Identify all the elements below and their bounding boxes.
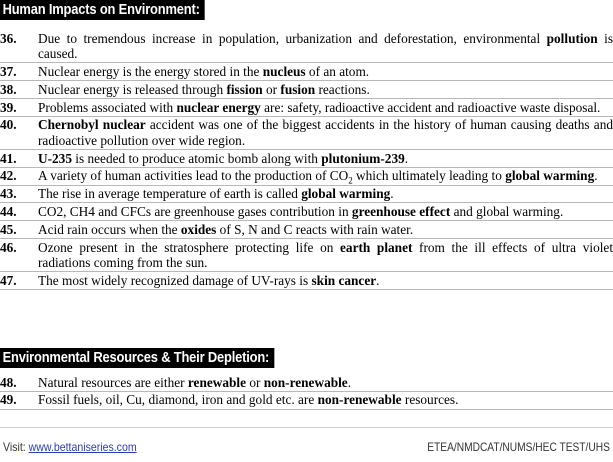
list-item <box>0 185 613 203</box>
bold-term: fission <box>226 81 263 97</box>
item-number: 46. <box>0 239 38 272</box>
bold-term: skin cancer <box>311 272 377 288</box>
website-link[interactable]: www.bettaniseries.com <box>28 440 137 454</box>
text-run: is needed to produce atomic bomb along with <box>71 150 322 166</box>
text-run: Natural resources are either <box>38 374 188 390</box>
footer-visit-label: Visit: <box>3 440 26 454</box>
bold-term: plutonium-239 <box>321 150 405 166</box>
text-run: of S, N and C reacts with rain water. <box>216 221 414 237</box>
text-run: Nuclear energy is released through <box>38 81 227 97</box>
text-run: Nuclear energy is the energy stored in the <box>38 63 263 79</box>
bold-term: global warming <box>301 186 391 202</box>
item-number: 48. <box>0 374 38 391</box>
list-item <box>0 167 613 185</box>
text-run: Fossil fuels, oil, Cu, diamond, iron and gold etc. are <box>38 392 318 408</box>
item-text <box>38 63 613 81</box>
item-text <box>38 272 613 290</box>
item-number: 40. <box>0 116 38 149</box>
list-item <box>0 30 613 63</box>
bold-term: non-renewable <box>317 392 402 408</box>
bold-term: U-235 <box>38 150 72 166</box>
item-text <box>38 81 613 99</box>
text-run: The rise in average temperature of earth is called <box>38 186 302 202</box>
text-run: Problems associated with <box>38 99 177 115</box>
item-number: 41. <box>0 150 38 168</box>
bold-term: non-renewable <box>263 374 348 390</box>
text-run: is caused. <box>38 30 613 62</box>
list-item <box>0 272 613 290</box>
item-number: 49. <box>0 391 38 409</box>
text-run: . <box>347 374 352 390</box>
bold-term: global warming <box>505 168 595 184</box>
bold-term: greenhouse effect <box>351 204 451 220</box>
item-number: 47. <box>0 272 38 290</box>
item-text <box>38 98 613 116</box>
item-text <box>38 221 613 239</box>
item-number: 36. <box>0 30 38 63</box>
item-number: 39. <box>0 98 38 116</box>
items-list-environmental-resources <box>0 374 613 410</box>
text-run: of an atom. <box>305 63 370 79</box>
bold-term: nucleus <box>262 63 306 79</box>
text-run: and global warming. <box>450 204 564 220</box>
item-number: 38. <box>0 81 38 99</box>
bold-term: oxides <box>180 221 217 237</box>
list-item <box>0 221 613 239</box>
text-run: resources. <box>401 392 459 408</box>
items-list-human-impacts <box>0 30 613 290</box>
bold-term: fusion <box>280 81 316 97</box>
list-item <box>0 63 613 81</box>
item-number: 44. <box>0 203 38 221</box>
list-item <box>0 239 613 272</box>
item-number: 43. <box>0 185 38 203</box>
list-item <box>0 391 613 409</box>
text-run: or <box>262 81 281 97</box>
text-run: . <box>404 150 409 166</box>
item-text <box>38 391 613 409</box>
text-run: Ozone present in the stratosphere protecting life on <box>38 239 341 255</box>
bold-term: Chernobyl nuclear <box>38 117 146 133</box>
item-text <box>38 203 613 221</box>
bold-term: earth planet <box>340 239 413 255</box>
item-text <box>38 150 613 168</box>
item-text <box>38 239 613 272</box>
text-run: . <box>594 168 598 184</box>
text-run: A variety of human activities lead to the production of CO <box>38 168 349 184</box>
section-heading-human-impacts: Human Impacts on Environment: <box>0 0 205 20</box>
footer-exam-list: ETEA/NMDCAT/NUMS/HEC TEST/UHS <box>427 440 610 454</box>
bold-term: nuclear energy <box>176 99 261 115</box>
list-item <box>0 374 613 391</box>
text-run: or <box>246 374 264 390</box>
item-text <box>38 185 613 203</box>
text-run: Due to tremendous increase in population, urbanization and deforestation, environmental <box>38 30 547 46</box>
text-run: CO2, CH4 and CFCs are greenhouse gases contribution in <box>38 204 352 220</box>
text-run: accident was one of the biggest accidents in the history of human causing deaths and radioactive pollution over wide region. <box>38 117 613 148</box>
text-run: . <box>390 186 394 202</box>
list-item <box>0 98 613 116</box>
bold-term: renewable <box>187 374 246 390</box>
item-text <box>38 374 613 391</box>
list-item <box>0 81 613 99</box>
footer-divider <box>0 427 613 428</box>
item-number: 37. <box>0 63 38 81</box>
section-heading-environmental-resources: Environmental Resources & Their Depletion: <box>0 348 274 368</box>
item-text <box>38 167 613 185</box>
text-run: which ultimately leading to <box>352 168 506 184</box>
text-run: reactions. <box>315 81 370 97</box>
bold-term: pollution <box>546 30 598 46</box>
footer-visit <box>3 440 137 454</box>
list-item <box>0 150 613 168</box>
text-run: . <box>376 272 380 288</box>
item-number: 45. <box>0 221 38 239</box>
text-run: from the ill effects of ultra violet radiations coming from the sun. <box>38 239 613 271</box>
list-item <box>0 116 613 149</box>
text-run: The most widely recognized damage of UV-rays is <box>38 272 312 288</box>
list-item <box>0 203 613 221</box>
text-run: Acid rain occurs when the <box>38 221 181 237</box>
item-number: 42. <box>0 167 38 185</box>
text-run: are: safety, radioactive accident and radioactive waste disposal. <box>260 99 601 115</box>
subscript: 2 <box>348 176 353 187</box>
item-text <box>38 116 613 149</box>
item-text <box>38 30 613 63</box>
